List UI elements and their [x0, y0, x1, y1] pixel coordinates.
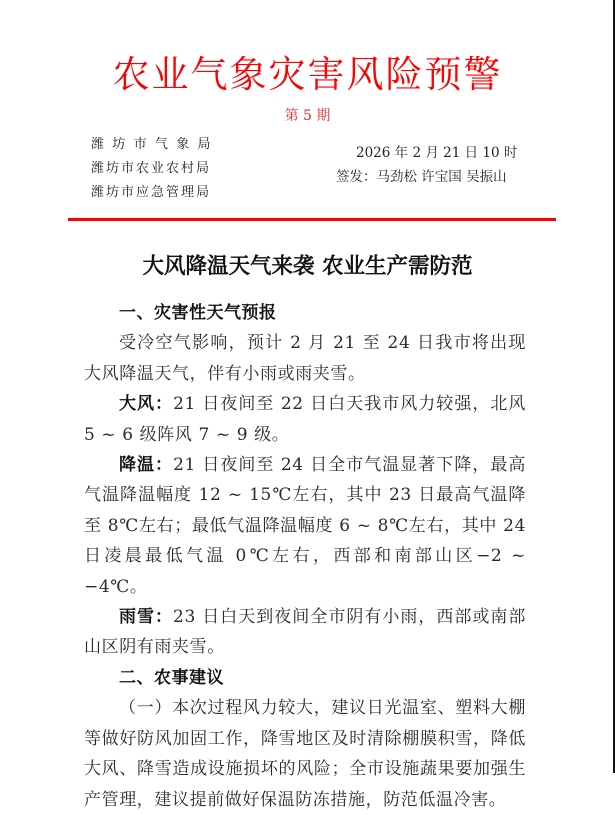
- forecast-intro: 受冷空气影响，预计 2 月 21 至 24 日我市将出现大风降温天气，伴有小雨或雨夹雪。: [84, 333, 526, 384]
- issuer-agriculture-bureau: 潍坊市农业农村局: [91, 161, 212, 176]
- issuing-agencies: [91, 133, 219, 205]
- document-body: [84, 298, 526, 815]
- red-divider: [68, 218, 556, 221]
- issue-meta: [336, 141, 517, 189]
- forecast-text-wind: 21 日夜间至 22 日白天我市风力较强，北风 5 ~ 6 级阵风 7 ~ 9 级。: [84, 394, 526, 445]
- forecast-label-rain-snow: 雨雪：: [119, 607, 174, 628]
- forecast-text-cooling: 21 日夜间至 24 日全市气温显著下降，最高气温降温幅度 12 ~ 15℃左右，其中 23 日最高气温降至 8℃左右；最低气温降温幅度 6 ~ 8℃左右，其中 24 日凌晨最低气温 0℃左右，西部和南部山区−2 ~ −4℃。: [84, 455, 526, 597]
- forecast-text-rain-snow: 23 日白天到夜间全市阴有小雨，西部或南部山区阴有雨夹雪。: [84, 607, 526, 658]
- document-headline: 大风降温天气来袭 农业生产需防范: [142, 254, 473, 279]
- section-heading-advice: 二、农事建议: [119, 667, 224, 688]
- forecast-label-cooling: 降温：: [119, 455, 174, 476]
- issuer-emergency-bureau: 潍坊市应急管理局: [91, 185, 212, 200]
- forecast-item-rain-snow: [84, 602, 526, 663]
- advice-item-1: （一）本次过程风力较大，建议日光温室、塑料大棚等做好防风加固工作，降雪地区及时清除棚膜积雪，降低大风、降雪造成设施损坏的风险；全市设施蔬果要加强生产管理，建议提前做好保温防冻措施，防范低温冷害。: [84, 698, 526, 810]
- issuer-meteorological-bureau: 潍坊市气象局: [91, 137, 219, 152]
- forecast-label-wind: 大风：: [119, 394, 174, 415]
- issue-datetime: 2026 年 2 月 21 日 10 时: [356, 145, 518, 161]
- masthead-title: 农业气象灾害风险预警: [112, 53, 503, 96]
- forecast-item-wind: [84, 389, 526, 450]
- signers: 签发：马劲松 许宝国 吴振山: [336, 169, 507, 185]
- forecast-item-cooling: [84, 450, 526, 602]
- section-heading-forecast: 一、灾害性天气预报: [119, 303, 277, 323]
- issue-number: 第 5 期: [284, 108, 331, 124]
